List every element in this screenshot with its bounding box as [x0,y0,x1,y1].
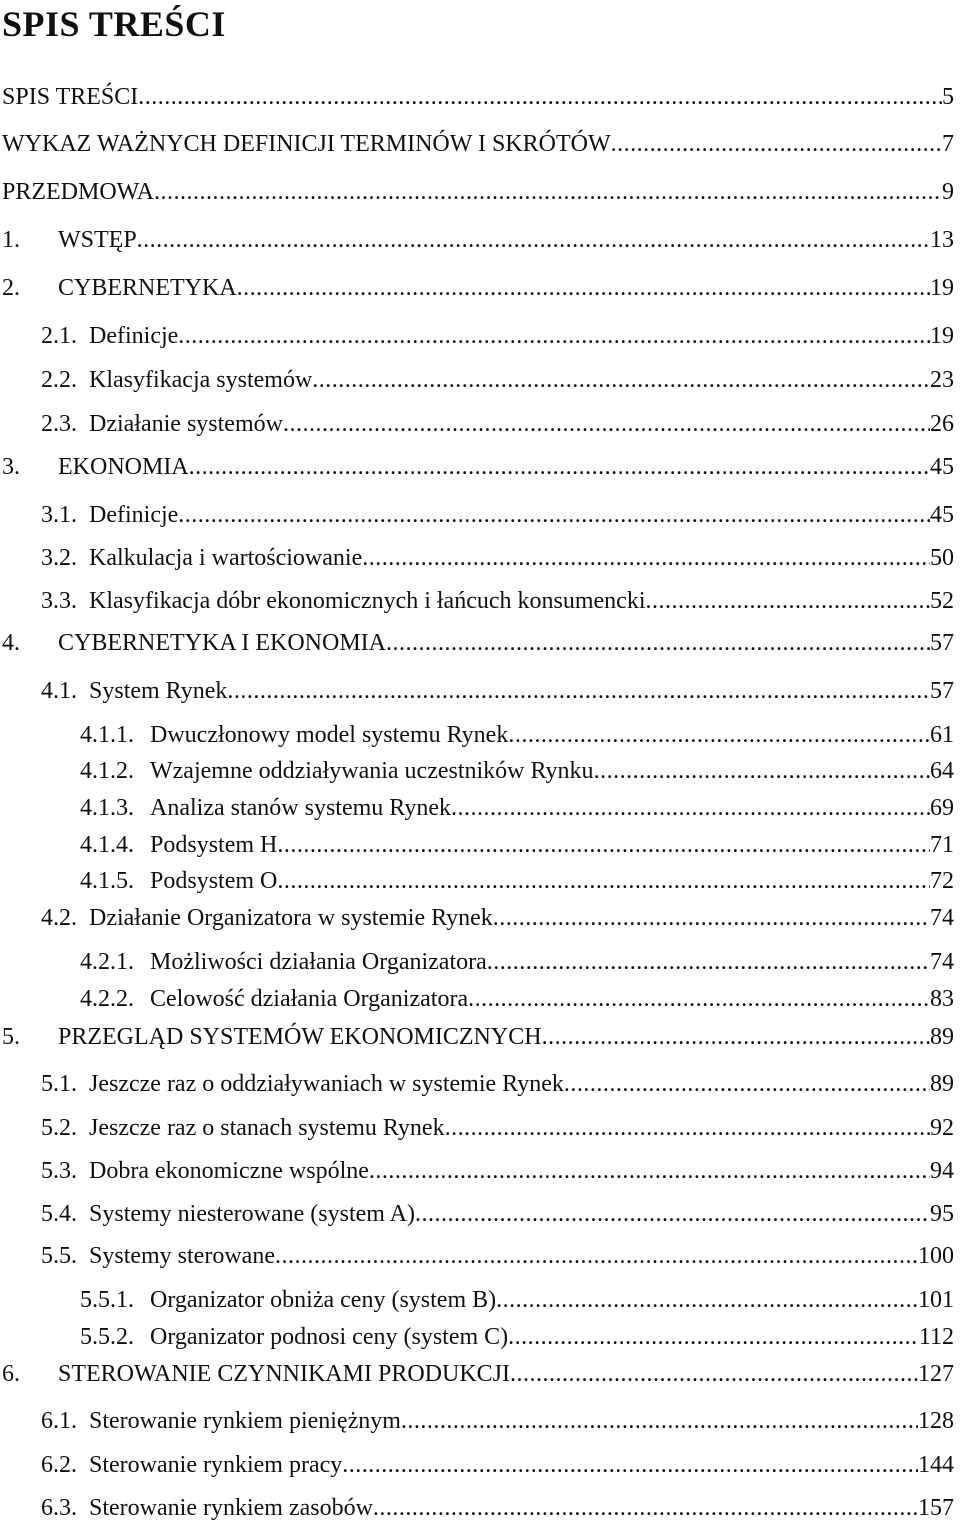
toc-entry[interactable] [41,903,954,933]
toc-entry-page: 7 [942,131,954,157]
toc-entry-page: 112 [918,1324,954,1350]
toc-entry-title: Działanie Organizatora w systemie Rynek [89,905,493,931]
toc-dot-leader [178,500,930,530]
toc-entry[interactable] [80,866,954,896]
toc-dot-leader [227,676,930,706]
toc-dot-leader [415,1199,930,1229]
toc-entry-title: CYBERNETYKA [58,275,237,301]
toc-entry[interactable] [2,1359,954,1389]
toc-entry-number: 3.1. [41,502,77,528]
toc-entry[interactable] [41,543,954,573]
toc-entry[interactable] [80,793,954,823]
toc-entry[interactable] [2,1022,954,1052]
toc-dot-leader [137,225,930,255]
toc-entry[interactable] [80,984,954,1014]
toc-dot-leader [138,82,942,112]
toc-dot-leader [342,1450,918,1480]
toc-entry-number: 5.1. [41,1071,77,1097]
toc-entry-page: 101 [918,1287,954,1313]
toc-entry-number: 4.1.4. [80,832,134,858]
toc-entry-title: Systemy niesterowane (system A) [89,1201,415,1227]
toc-entry[interactable] [2,129,954,159]
toc-dot-leader [283,409,930,439]
toc-entry-page: 100 [918,1243,954,1269]
toc-entry[interactable] [80,830,954,860]
toc-entry-title: Działanie systemów [89,411,283,437]
toc-entry-page: 9 [942,179,954,205]
toc-entry-number: 4.1.5. [80,868,134,894]
toc-dot-leader [277,866,930,896]
toc-dot-leader [373,1493,918,1523]
toc-entry-title: Jeszcze raz o oddziaływaniach w systemie Rynek [89,1071,564,1097]
toc-entry-title: Wzajemne oddziaływania uczestników Rynku [150,758,594,784]
toc-entry-page: 19 [930,323,954,349]
toc-dot-leader [178,321,930,351]
toc-entry-title: System Rynek [89,678,228,704]
toc-entry-title: Kalkulacja i wartościowanie [89,545,363,571]
toc-entry[interactable] [41,1069,954,1099]
toc-entry-title: Sterowanie rynkiem zasobów [89,1495,373,1521]
toc-entry-number: 6.2. [41,1452,77,1478]
toc-entry-number: 4. [2,630,20,656]
toc-entry[interactable] [41,586,954,616]
toc-entry-number: 3. [2,454,20,480]
toc-entry-number: 4.1. [41,678,77,704]
toc-entry-title: Organizator podnosi ceny (system C) [150,1324,509,1350]
toc-entry-number: 6.3. [41,1495,77,1521]
toc-entry-number: 4.1.2. [80,758,134,784]
toc-entry-number: 4.1.3. [80,795,134,821]
toc-entry-page: 74 [930,949,954,975]
toc-entry[interactable] [41,1241,954,1271]
toc-entry-title: Analiza stanów systemu Rynek [150,795,451,821]
toc-entry-number: 3.2. [41,545,77,571]
toc-dot-leader [369,1156,930,1186]
toc-dot-leader [542,1022,930,1052]
toc-dot-leader [275,1241,918,1271]
toc-entry-number: 5. [2,1024,20,1050]
toc-entry-title: Dobra ekonomiczne wspólne [89,1158,369,1184]
toc-dot-leader [189,452,930,482]
toc-entry[interactable] [41,321,954,351]
toc-dot-leader [564,1069,930,1099]
toc-entry-number: 4.2.2. [80,986,134,1012]
toc-dot-leader [468,984,930,1014]
toc-entry-number: 6.1. [41,1408,77,1434]
toc-entry-number: 5.5. [41,1243,77,1269]
toc-entry-page: 71 [930,832,954,858]
toc-entry-page: 94 [930,1158,954,1184]
toc-entry[interactable] [41,500,954,530]
toc-entry-page: 74 [930,905,954,931]
toc-entry-number: 5.5.1. [80,1287,134,1313]
toc-entry-title: SPIS TREŚCI [2,84,139,110]
toc-entry[interactable] [80,1322,954,1352]
toc-entry-number: 5.5.2. [80,1324,134,1350]
toc-entry-title: WYKAZ WAŻNYCH DEFINICJI TERMINÓW I SKRÓTÓW [2,131,611,157]
toc-entry[interactable] [80,1285,954,1315]
toc-entry-title: Definicje [89,502,179,528]
toc-entry-title: WSTĘP [58,227,137,253]
toc-dot-leader [362,543,930,573]
toc-dot-leader [451,793,930,823]
toc-entry-page: 64 [930,758,954,784]
toc-entry-number: 1. [2,227,20,253]
toc-entry-title: Jeszcze raz o stanach systemu Rynek [89,1115,445,1141]
toc-entry-title: CYBERNETYKA I EKONOMIA [58,630,386,656]
toc-dot-leader [312,365,930,395]
toc-entry-title: Celowość działania Organizatora [150,986,469,1012]
page-title: SPIS TREŚCI [2,4,226,44]
toc-entry-number: 5.2. [41,1115,77,1141]
toc-dot-leader [646,586,931,616]
toc-entry-page: 45 [930,502,954,528]
toc-entry-title: Możliwości działania Organizatora [150,949,487,975]
toc-entry-title: Definicje [89,323,179,349]
toc-entry-title: Sterowanie rynkiem pieniężnym [89,1408,401,1434]
toc-entry[interactable] [41,676,954,706]
toc-entry-page: 127 [918,1361,954,1387]
toc-entry[interactable] [2,273,954,303]
toc-entry-number: 2. [2,275,20,301]
toc-entry[interactable] [80,720,954,750]
toc-dot-leader [493,903,930,933]
toc-entry[interactable] [41,1406,954,1436]
toc-entry-number: 4.2. [41,905,77,931]
toc-entry-page: 13 [930,227,954,253]
toc-entry[interactable] [2,177,954,207]
toc-entry-page: 89 [930,1071,954,1097]
toc-entry-title: PRZEDMOWA [2,179,155,205]
toc-entry-page: 95 [930,1201,954,1227]
toc-entry-page: 50 [930,545,954,571]
toc-entry[interactable] [80,756,954,786]
toc-entry[interactable] [41,1156,954,1186]
toc-entry-page: 5 [942,84,954,110]
toc-entry-page: 83 [930,986,954,1012]
toc-entry-page: 144 [918,1452,954,1478]
toc-entry-number: 4.1.1. [80,722,134,748]
toc-entry[interactable] [2,82,954,112]
toc-entry-number: 4.2.1. [80,949,134,975]
toc-entry[interactable] [41,1450,954,1480]
toc-dot-leader [445,1113,930,1143]
toc-entry-page: 61 [930,722,954,748]
toc-entry-title: Podsystem H [150,832,278,858]
toc-entry-title: Sterowanie rynkiem pracy [89,1452,343,1478]
toc-entry[interactable] [41,1493,954,1523]
toc-dot-leader [401,1406,918,1436]
toc-entry-title: EKONOMIA [58,454,189,480]
toc-entry-page: 72 [930,868,954,894]
toc-entry-number: 2.1. [41,323,77,349]
toc-entry-page: 26 [930,411,954,437]
toc-dot-leader [508,720,930,750]
toc-entry-number: 5.4. [41,1201,77,1227]
toc-dot-leader [487,947,930,977]
toc-entry[interactable] [80,947,954,977]
toc-dot-leader [594,756,930,786]
toc-entry[interactable] [41,365,954,395]
toc-entry-page: 89 [930,1024,954,1050]
toc-entry[interactable] [41,409,954,439]
toc-entry-title: Dwuczłonowy model systemu Rynek [150,722,509,748]
toc-entry[interactable] [2,225,954,255]
toc-entry[interactable] [2,628,954,658]
toc-entry-number: 6. [2,1361,20,1387]
toc-entry-number: 5.3. [41,1158,77,1184]
toc-entry-title: Systemy sterowane [89,1243,275,1269]
toc-entry-page: 69 [930,795,954,821]
toc-entry-page: 57 [930,630,954,656]
toc-entry[interactable] [41,1113,954,1143]
toc-entry-title: Podsystem O [150,868,278,894]
toc-entry-page: 57 [930,678,954,704]
toc-entry[interactable] [41,1199,954,1229]
toc-entry-title: Klasyfikacja dóbr ekonomicznych i łańcuch konsumencki [89,588,646,614]
toc-entry-page: 19 [930,275,954,301]
toc-entry-page: 157 [918,1495,954,1521]
toc-dot-leader [237,273,930,303]
toc-dot-leader [508,1322,919,1352]
toc-dot-leader [510,1359,918,1389]
toc-entry-page: 52 [930,588,954,614]
toc-dot-leader [154,177,942,207]
toc-dot-leader [277,830,930,860]
toc-dot-leader [386,628,930,658]
toc-dot-leader [611,129,942,159]
toc-entry-number: 3.3. [41,588,77,614]
toc-entry-title: Organizator obniża ceny (system B) [150,1287,497,1313]
toc-entry-title: Klasyfikacja systemów [89,367,313,393]
toc-entry-page: 23 [930,367,954,393]
toc-entry-title: PRZEGLĄD SYSTEMÓW EKONOMICZNYCH [58,1024,542,1050]
toc-entry-page: 45 [930,454,954,480]
toc-entry-page: 128 [918,1408,954,1434]
toc-dot-leader [496,1285,918,1315]
toc-entry-title: STEROWANIE CZYNNIKAMI PRODUKCJI [58,1361,510,1387]
toc-entry-page: 92 [930,1115,954,1141]
toc-entry-number: 2.2. [41,367,77,393]
toc-entry-number: 2.3. [41,411,77,437]
toc-entry[interactable] [2,452,954,482]
